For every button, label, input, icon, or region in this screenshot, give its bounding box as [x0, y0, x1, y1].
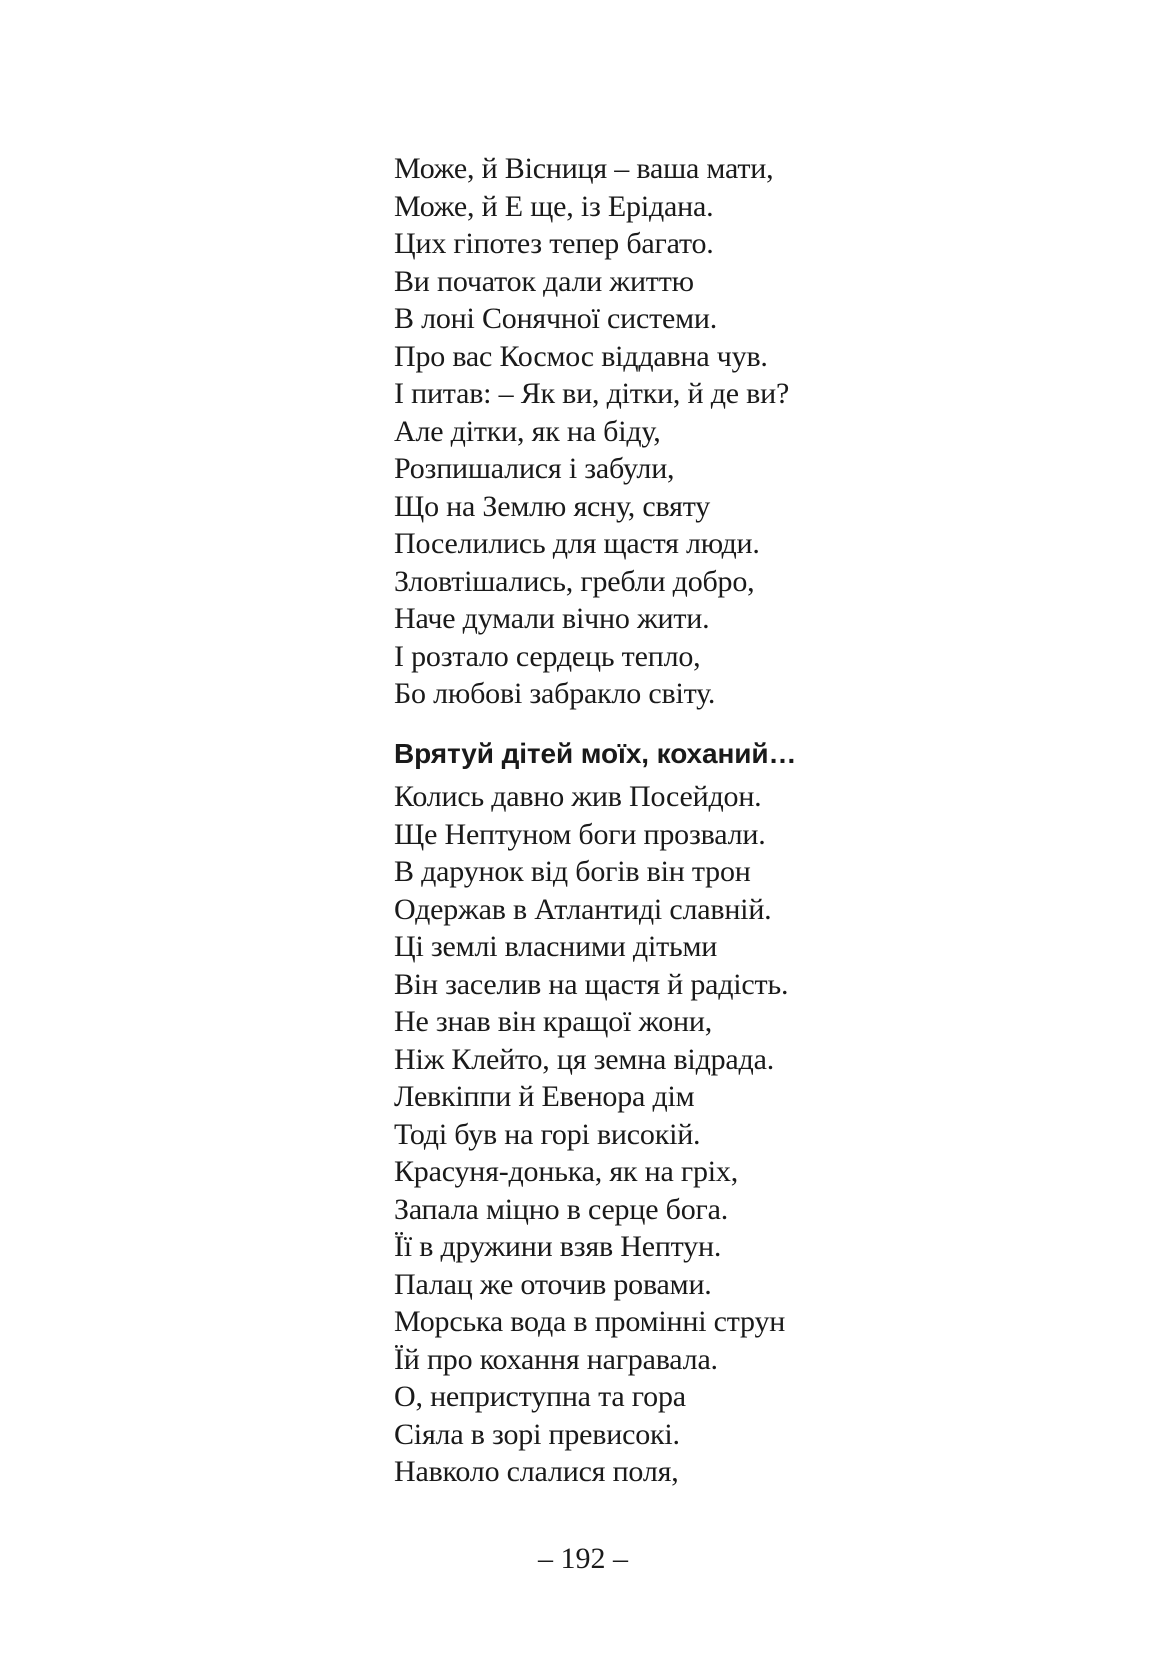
poem-line: Запала міцно в серце бога.: [394, 1192, 729, 1226]
poem-line: Бо любові забракло світу.: [394, 677, 716, 710]
poem-line: Одержав в Атлантиді славній.: [394, 892, 772, 926]
poem-line: Ще Нептуном боги прозвали.: [394, 817, 766, 851]
poem-line: Тоді був на горі високій.: [394, 1117, 701, 1151]
poem-line: Що на Землю ясну, святу: [394, 489, 711, 523]
poem-line: Ці землі власними дітьми: [394, 930, 718, 963]
page-number: – 192 –: [538, 1542, 628, 1575]
poem-line: Навколо слалися поля,: [394, 1455, 679, 1488]
poem-title: Врятуй дітей моїх, коханий…: [394, 737, 797, 769]
poem-line: Але дітки, як на біду,: [394, 414, 661, 448]
text-block: [394, 150, 994, 1491]
poem-line: Левкіппи й Евенора дім: [394, 1080, 695, 1113]
poem-1: [394, 150, 994, 713]
poem-line: Він заселив на щастя й радість.: [394, 967, 789, 1001]
poem-2: [394, 778, 994, 1491]
poem-line: Зловтішались, гребли добро,: [394, 564, 755, 598]
poem-line: О, неприступна та гора: [394, 1380, 686, 1413]
poem-line: Красуня-донька, як на гріх,: [394, 1155, 739, 1188]
poem-line: Наче думали вічно жити.: [394, 602, 710, 635]
poem-line: Ви початок дали життю: [394, 264, 694, 298]
poem-line: Її в дружини взяв Нептун.: [394, 1230, 722, 1263]
poem-line: Колись давно жив Посейдон.: [394, 780, 762, 813]
poem-line: Ніж Клейто, ця земна відрада.: [394, 1042, 775, 1076]
poem-line: Розпишалися і забули,: [394, 452, 675, 485]
poem-line: Цих гіпотез тепер багато.: [394, 227, 714, 260]
poem-line: Їй про кохання награвала.: [394, 1342, 718, 1376]
poem-line: Сіяла в зорі превисокі.: [394, 1417, 680, 1451]
poem-line: Може, й Е ще, із Ерідана.: [394, 189, 714, 223]
poem-line: Про вас Космос віддавна чув.: [394, 339, 768, 373]
poem-line: Морська вода в промінні струн: [394, 1305, 786, 1338]
poem-line: Палац же оточив ровами.: [394, 1267, 712, 1301]
poem-line: Не знав він кращої жони,: [394, 1005, 713, 1038]
poem-line: І розтало сердець тепло,: [394, 639, 701, 673]
poem-line: В лоні Сонячної системи.: [394, 302, 718, 335]
poem-line: Поселились для щастя люди.: [394, 527, 760, 560]
poem-line: Може, й Вісниця – ваша мати,: [394, 152, 774, 185]
poem-line: В дарунок від богів він трон: [394, 855, 751, 888]
poem-line: І питав: – Як ви, дітки, й де ви?: [394, 377, 790, 410]
